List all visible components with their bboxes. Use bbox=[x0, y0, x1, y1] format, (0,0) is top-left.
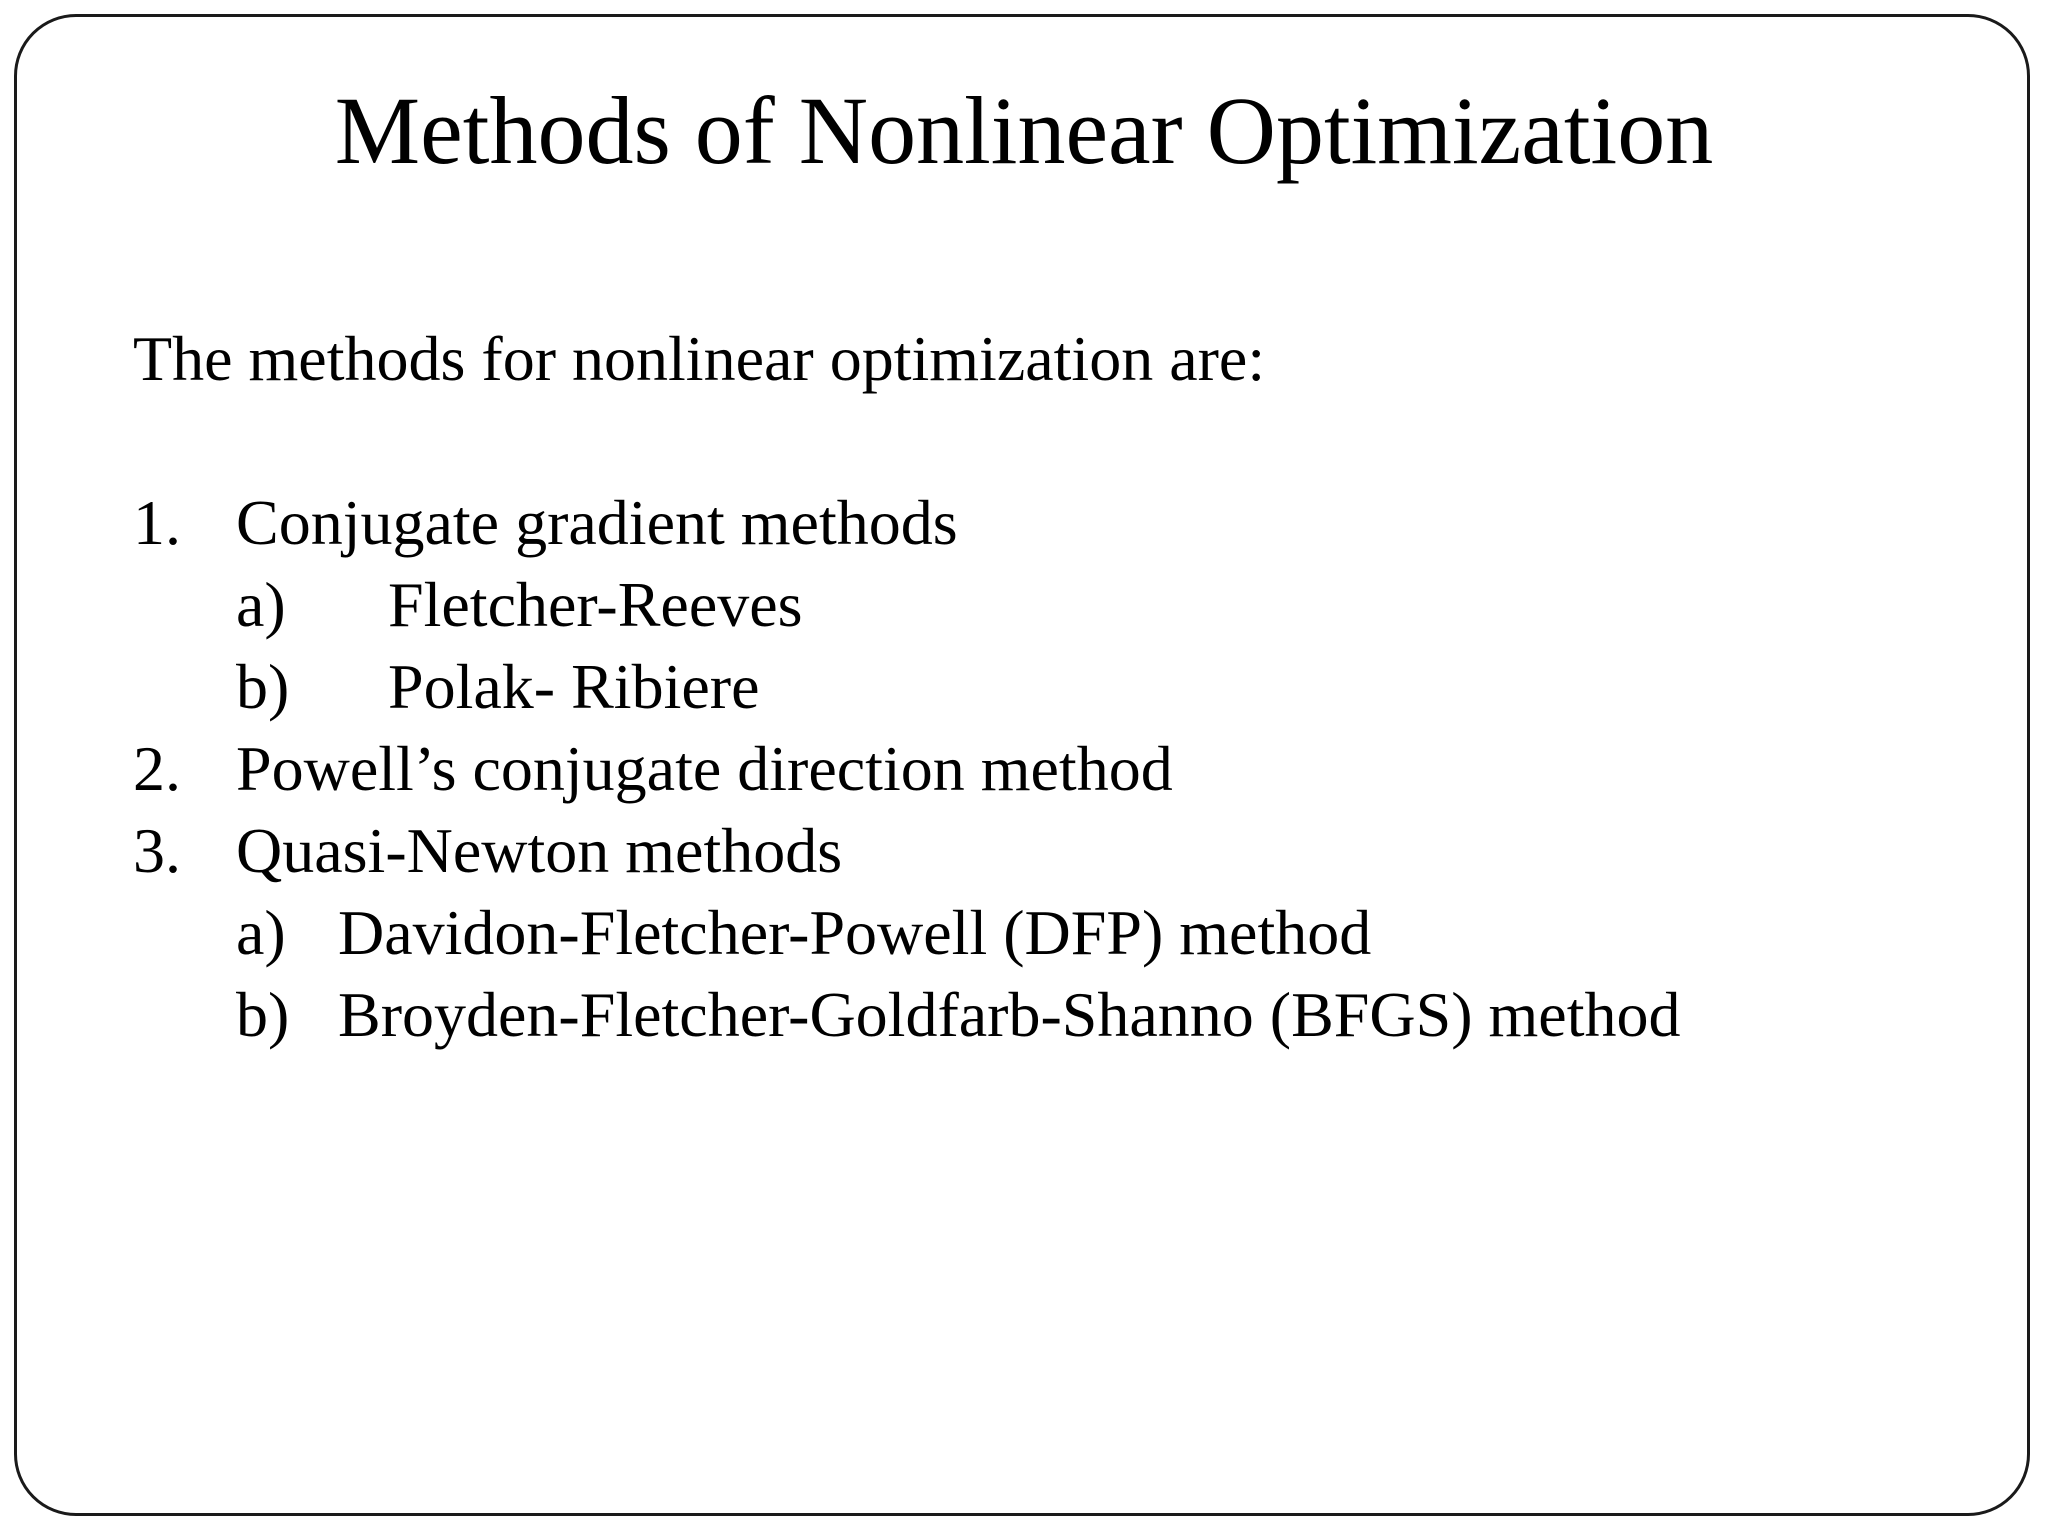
list-item-3b-marker: b) bbox=[236, 979, 290, 1050]
slide-title: Methods of Nonlinear Optimization bbox=[334, 77, 1714, 184]
list-item-3b-text: Broyden-Fletcher-Goldfarb-Shanno (BFGS) method bbox=[338, 979, 1681, 1050]
list-item-3a-marker: a) bbox=[236, 897, 286, 968]
list-item-1a-text: Fletcher-Reeves bbox=[388, 569, 803, 640]
intro-text: The methods for nonlinear optimization are: bbox=[133, 323, 1266, 394]
list-item-1b-text: Polak- Ribiere bbox=[388, 651, 760, 722]
list-item-3-number: 3. bbox=[133, 815, 181, 886]
list-item-1-text: Conjugate gradient methods bbox=[236, 487, 958, 558]
list-item-1a-marker: a) bbox=[236, 569, 286, 640]
list-item-1b-marker: b) bbox=[236, 651, 290, 722]
list-item-3-text: Quasi-Newton methods bbox=[236, 815, 843, 886]
list-item-2-text: Powell’s conjugate direction method bbox=[236, 733, 1173, 804]
list-item-2-number: 2. bbox=[133, 733, 181, 804]
list-item-1-number: 1. bbox=[133, 487, 181, 558]
list-item-3a-text: Davidon-Fletcher-Powell (DFP) method bbox=[338, 897, 1372, 968]
